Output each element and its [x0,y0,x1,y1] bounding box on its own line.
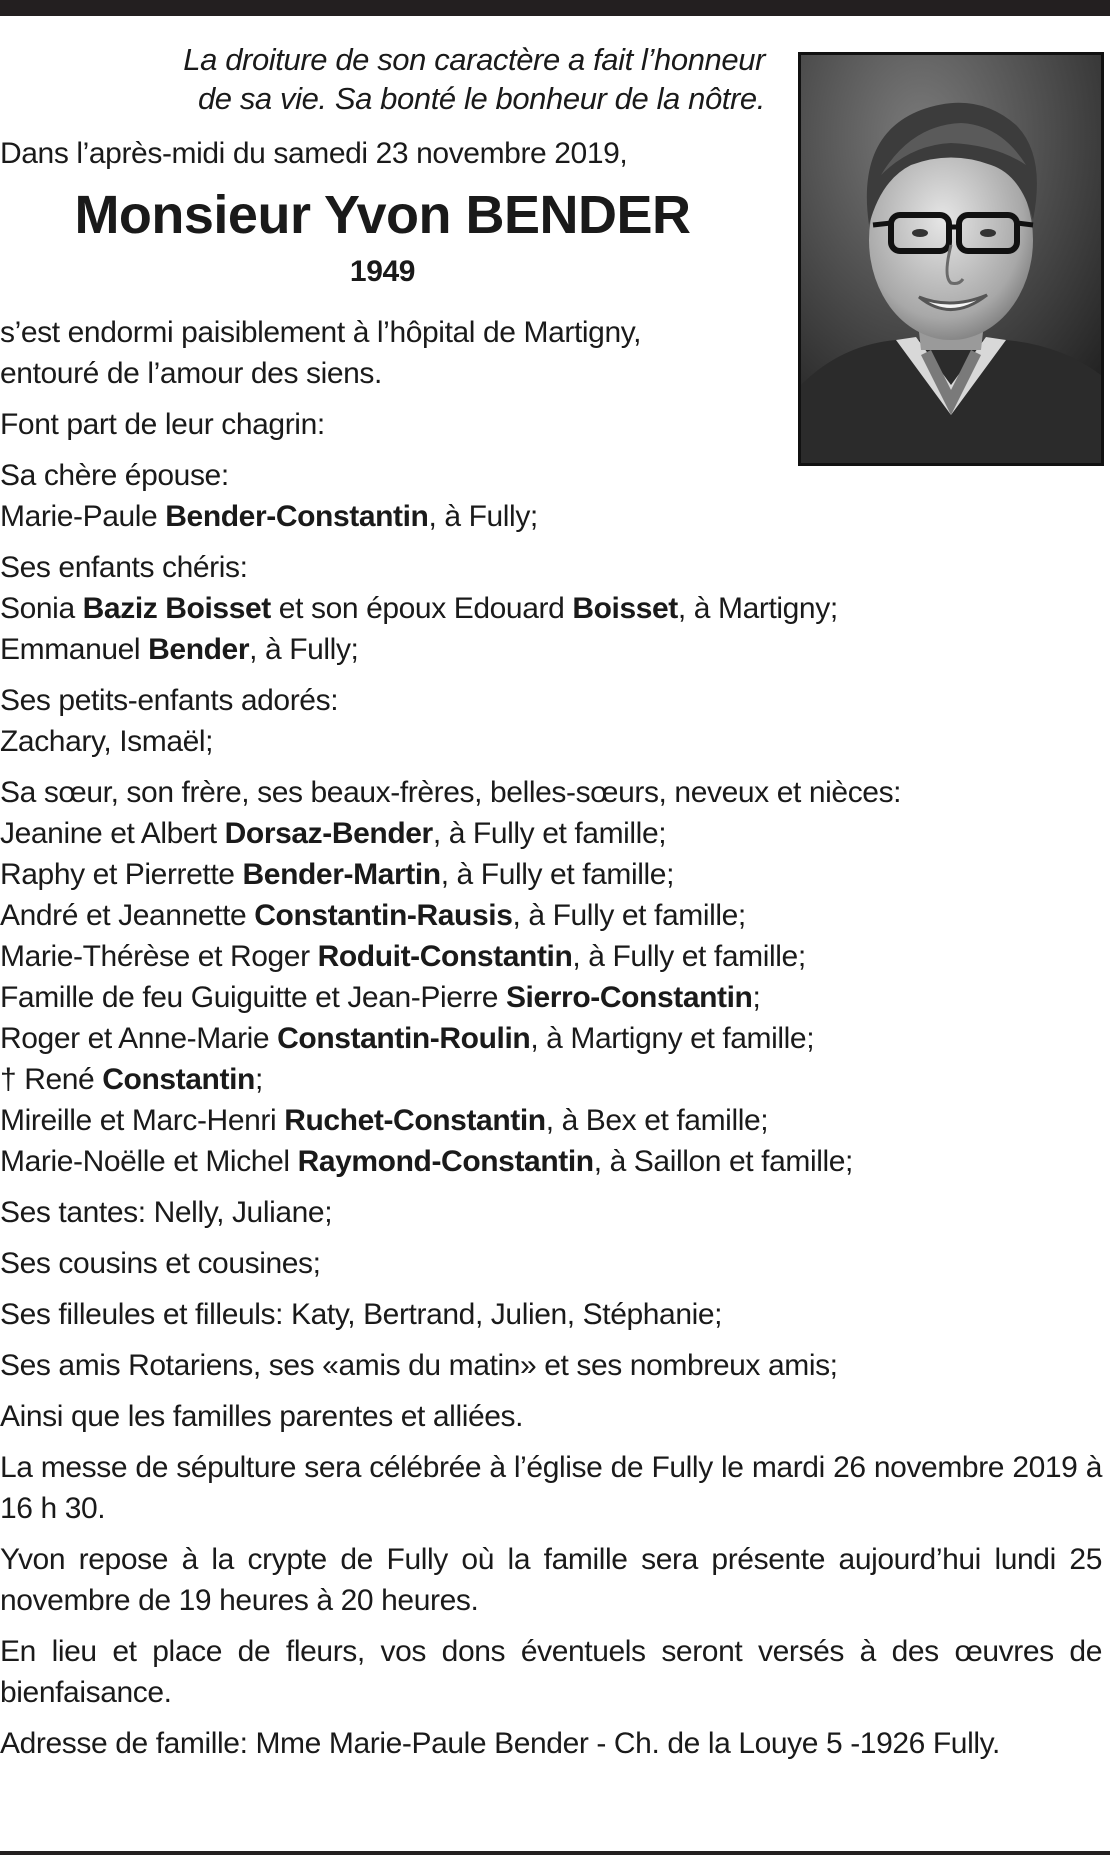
godchildren-line: Ses filleules et filleuls: Katy, Bertrand, Julien, Stéphanie; [0,1298,723,1331]
friends-line: Ses amis Rotariens, ses «amis du matin» et ses nombreux amis; [0,1349,838,1382]
family-location: , à Saillon et famille; [593,1145,853,1178]
passing-line: entouré de l’amour des siens. [0,357,382,390]
flowers-notice: En lieu et place de fleurs, vos dons éventuels seront versés à des œuvres de bienfaisance. [0,1635,1102,1709]
spouse-line [0,496,1110,537]
family-surname: Sierro-Constantin [505,981,753,1014]
family-names: André et Jeannette [0,899,255,932]
family-names: † René [0,1063,103,1096]
family-line [0,854,1110,895]
family-names: Marie-Thérèse et Roger [0,940,318,973]
siblings-section [0,772,1110,1182]
child-spouse-text: et son époux Edouard [270,592,573,625]
family-location: ; [254,1063,263,1096]
passing-line: s’est endormi paisiblement à l’hôpital de Martigny, [0,316,642,349]
spouse-first-name: Marie-Paule [0,500,166,533]
family-surname: Raymond-Constantin [297,1145,594,1178]
epigraph-quote [0,40,765,118]
family-address: Adresse de famille: Mme Marie-Paule Bender - Ch. de la Louye 5 -1926 Fully. [0,1727,1000,1760]
family-location: , à Fully et famille; [512,899,746,932]
bottom-border-rule [0,1851,1110,1855]
family-location: ; [752,981,761,1014]
family-line [0,977,1110,1018]
spouse-section [0,455,1110,537]
children-section [0,547,1110,670]
deceased-name: Monsieur Yvon BENDER [74,185,691,245]
obituary-document [0,40,1110,1774]
family-location: , à Fully et famille; [432,817,667,850]
child-surname: Baziz Boisset [82,592,271,625]
birth-year: 1949 [349,255,416,288]
child-line [0,588,1110,629]
grandchildren-names: Zachary, Ismaël; [0,725,214,758]
grandchildren-section [0,680,1110,762]
family-line [0,1141,1110,1182]
child-location: , à Martigny; [677,592,838,625]
child-first-name: Emmanuel [0,633,149,666]
family-line [0,895,1110,936]
family-surname: Bender-Martin [242,858,441,891]
children-heading: Ses enfants chéris: [0,551,248,584]
child-spouse-surname: Boisset [572,592,678,625]
funeral-mass-notice: La messe de sépulture sera célébrée à l’église de Fully le mardi 26 novembre 2019 à 16 h 30. [0,1451,1102,1525]
child-location: , à Fully; [249,633,359,666]
epigraph-line: de sa vie. Sa bonté le bonheur de la nôtre. [197,81,765,116]
passing-statement [0,312,1110,394]
top-border-rule [0,0,1110,16]
aunts-line: Ses tantes: Nelly, Juliane; [0,1196,333,1229]
grandchildren-heading: Ses petits-enfants adorés: [0,684,339,717]
family-names: Mireille et Marc-Henri [0,1104,285,1137]
family-line [0,1059,1110,1100]
child-first-name: Sonia [0,592,83,625]
child-line [0,629,1110,670]
announcement: Font part de leur chagrin: [0,408,325,441]
family-location: , à Martigny et famille; [530,1022,815,1055]
family-surname: Roduit-Constantin [317,940,573,973]
spouse-heading: Sa chère épouse: [0,459,229,492]
families-line: Ainsi que les familles parentes et alliées. [0,1400,524,1433]
siblings-heading: Sa sœur, son frère, ses beaux-frères, belles-sœurs, neveux et nièces: [0,776,902,809]
family-line [0,1018,1110,1059]
intro-text: Dans l’après-midi du samedi 23 novembre 2019, [0,137,628,170]
family-location: , à Fully et famille; [440,858,675,891]
family-location: , à Fully et famille; [572,940,806,973]
family-surname: Constantin [102,1063,255,1096]
spouse-location: , à Fully; [428,500,538,533]
family-names: Roger et Anne-Marie [0,1022,278,1055]
family-surname: Constantin-Roulin [277,1022,531,1055]
family-names: Raphy et Pierrette [0,858,243,891]
vigil-notice: Yvon repose à la crypte de Fully où la famille sera présente aujourd’hui lundi 25 novembre de 19 heures à 20 heures. [0,1543,1102,1617]
child-surname: Bender [148,633,250,666]
family-names: Jeanine et Albert [0,817,225,850]
family-line [0,813,1110,854]
family-names: Famille de feu Guiguitte et Jean-Pierre [0,981,506,1014]
cousins-line: Ses cousins et cousines; [0,1247,321,1280]
family-surname: Ruchet-Constantin [284,1104,546,1137]
family-location: , à Bex et famille; [545,1104,769,1137]
epigraph-line: La droiture de son caractère a fait l’honneur [183,42,765,77]
spouse-surname: Bender-Constantin [165,500,429,533]
family-line [0,936,1110,977]
family-surname: Constantin-Rausis [254,899,513,932]
family-names: Marie-Noëlle et Michel [0,1145,298,1178]
family-surname: Dorsaz-Bender [224,817,433,850]
family-line [0,1100,1110,1141]
